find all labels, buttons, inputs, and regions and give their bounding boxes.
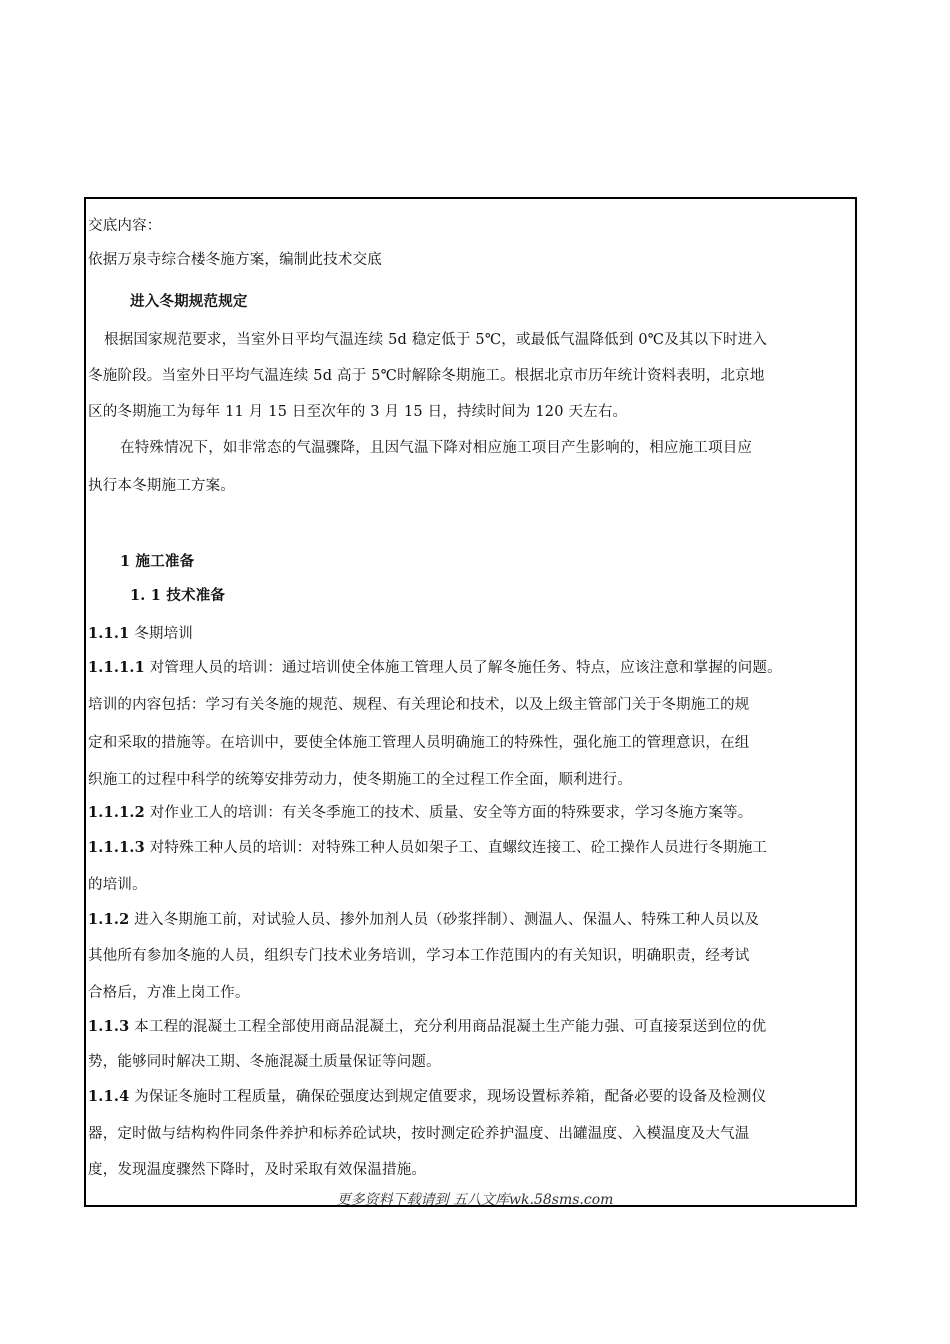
item-1-1-3-line: 势，能够同时解决工期、冬施混凝土质量保证等问题。 <box>88 1054 441 1070</box>
winter-p1-line: 冬施阶段。当室外日平均气温连续 5d 高于 5℃时解除冬期施工。根据北京市历年统计资料表明，北京地 <box>88 368 765 384</box>
item-1-1-4-line: 器，定时做与结构构件同条件养护和标养砼试块，按时测定砼养护温度、出罐温度、入模温度及大气温 <box>88 1126 750 1142</box>
section1-title: 1 施工准备 <box>120 553 195 570</box>
item-1-1-1-1-line: 培训的内容包括：学习有关冬施的规范、规程、有关理论和技术，以及上级主管部门关于冬期施工的规 <box>88 697 750 713</box>
item-1-1-1: 1.1.1 冬期培训 <box>88 625 193 642</box>
item-1-1-2-line: 合格后，方准上岗工作。 <box>88 985 250 1001</box>
item-1-1-3: 1.1.3 本工程的混凝土工程全部使用商品混凝土，充分利用商品混凝土生产能力强、可直接泵送到位的优 <box>88 1018 767 1035</box>
item-1-1-1-1: 1.1.1.1 对管理人员的培训：通过培训使全体施工管理人员了解冬施任务、特点，应该注意和掌握的问题。 <box>88 659 782 676</box>
section-winter-title: 进入冬期规范规定 <box>130 293 248 310</box>
winter-p1-line: 根据国家规范要求，当室外日平均气温连续 5d 稳定低于 5℃，或最低气温降低到 0℃及其以下时进入 <box>104 332 768 348</box>
intro-text: 依据万泉寺综合楼冬施方案，编制此技术交底 <box>88 252 382 268</box>
header-label: 交底内容： <box>88 218 162 234</box>
item-1-1-4-line: 度，发现温度骤然下降时，及时采取有效保温措施。 <box>88 1162 427 1178</box>
item-1-1-2: 1.1.2 进入冬期施工前，对试验人员、掺外加剂人员（砂浆拌制）、测温人、保温人、特殊工种人员以及 <box>88 911 760 928</box>
item-1-1-1-1-line: 织施工的过程中科学的统筹安排劳动力，使冬期施工的全过程工作全面，顺利进行。 <box>88 772 632 788</box>
item-1-1-1-1-line: 定和采取的措施等。在培训中，要使全体施工管理人员明确施工的特殊性，强化施工的管理意识，在组 <box>88 735 750 751</box>
winter-p1-line: 区的冬期施工为每年 11 月 15 日至次年的 3 月 15 日，持续时间为 120 天左右。 <box>88 404 628 420</box>
winter-p2-line: 执行本冬期施工方案。 <box>88 478 235 494</box>
winter-p2-line: 在特殊情况下，如非常态的气温骤降，且因气温下降对相应施工项目产生影响的，相应施工项目应 <box>120 440 753 456</box>
item-1-1-2-line: 其他所有参加冬施的人员，组织专门技术业务培训，学习本工作范围内的有关知识，明确职责，经考试 <box>88 948 750 964</box>
item-1-1-1-2: 1.1.1.2 对作业工人的培训：有关冬季施工的技术、质量、安全等方面的特殊要求，学习冬施方案等。 <box>88 804 753 821</box>
footer-download-link[interactable]: 更多资料下载请到 五八文库wk.58sms.com <box>336 1192 614 1208</box>
item-1-1-4: 1.1.4 为保证冬施时工程质量，确保砼强度达到规定值要求，现场设置标养箱，配备必要的设备及检测仪 <box>88 1088 767 1105</box>
section1-subtitle: 1. 1 技术准备 <box>130 587 226 604</box>
item-1-1-1-3: 1.1.1.3 对特殊工种人员的培训：对特殊工种人员如架子工、直螺纹连接工、砼工操作人员进行冬期施工 <box>88 839 768 856</box>
item-1-1-1-3-line: 的培训。 <box>88 877 147 893</box>
